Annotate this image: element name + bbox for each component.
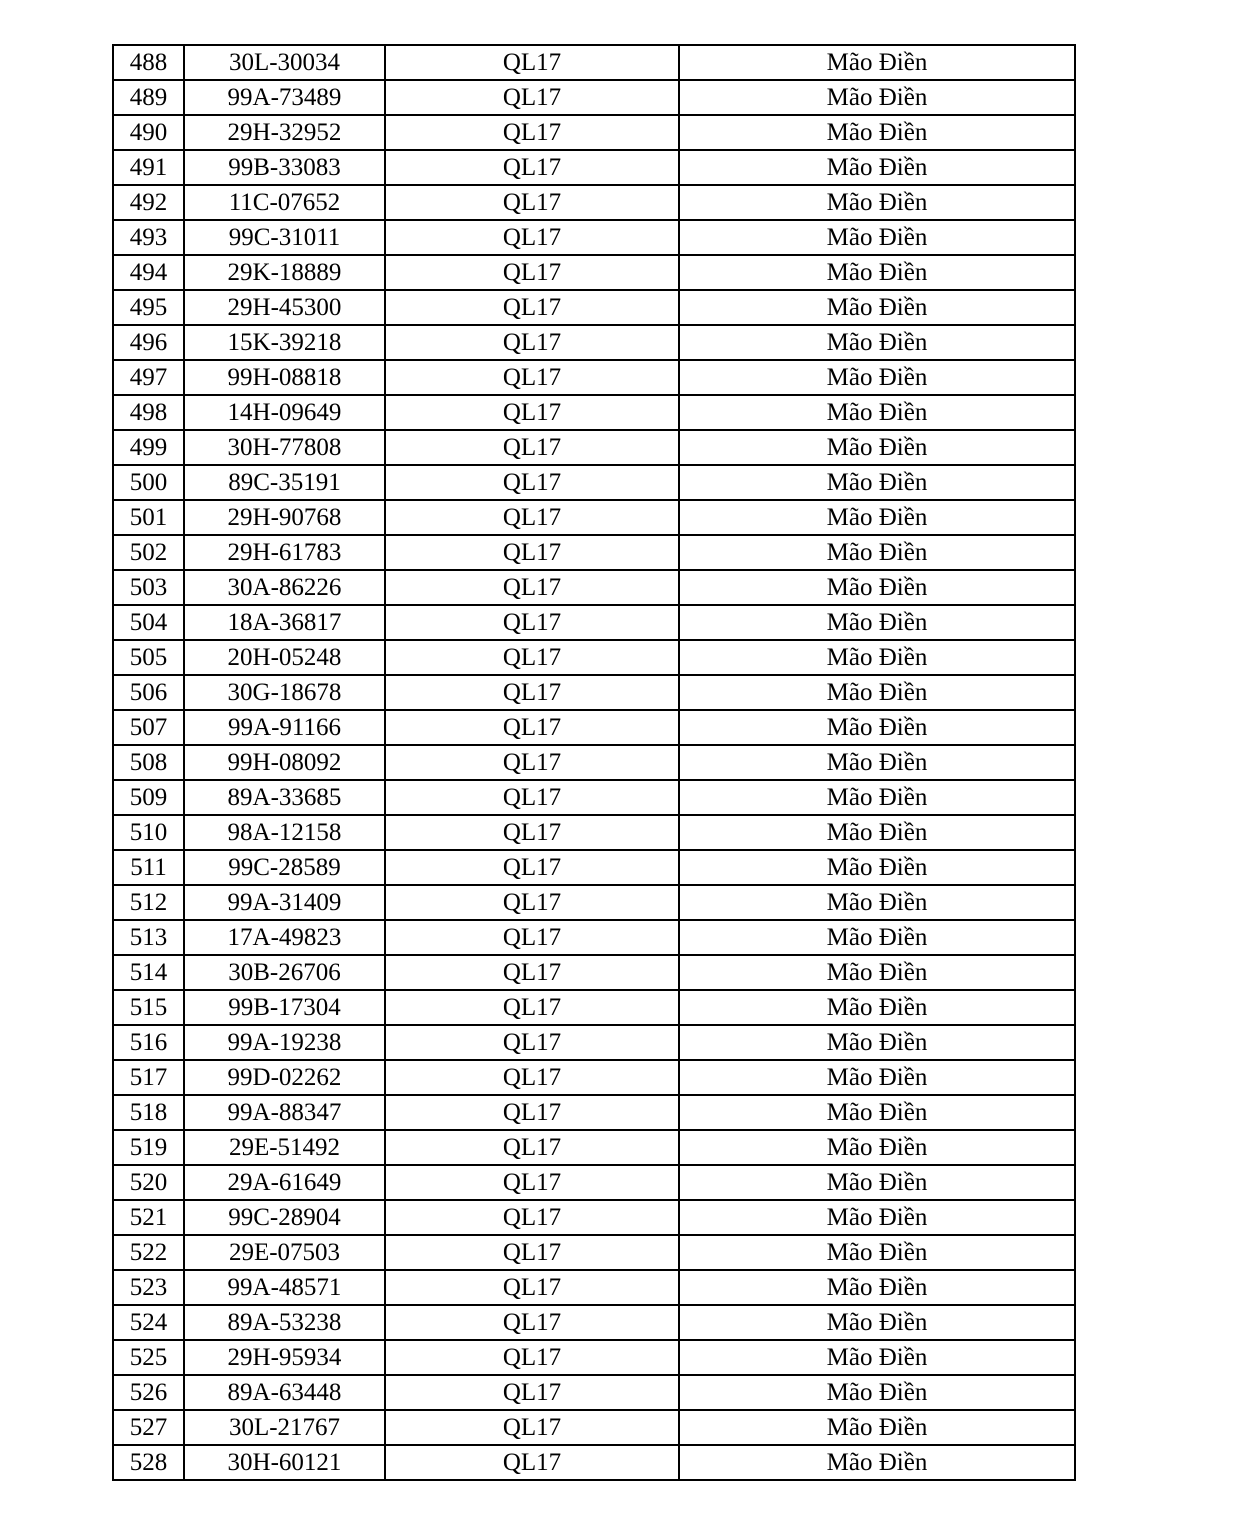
road-cell: QL17 [385, 1305, 679, 1340]
table-row [113, 1410, 1075, 1445]
location-cell: Mão Điền [679, 185, 1075, 220]
license-plate-cell: 11C-07652 [184, 185, 385, 220]
road-cell: QL17 [385, 1375, 679, 1410]
location-cell: Mão Điền [679, 1340, 1075, 1375]
table-row [113, 780, 1075, 815]
road-cell: QL17 [385, 325, 679, 360]
table-row [113, 1340, 1075, 1375]
location-cell: Mão Điền [679, 1445, 1075, 1480]
road-cell: QL17 [385, 1165, 679, 1200]
road-cell: QL17 [385, 570, 679, 605]
row-number-cell: 499 [113, 430, 184, 465]
road-cell: QL17 [385, 990, 679, 1025]
road-cell: QL17 [385, 115, 679, 150]
location-cell: Mão Điền [679, 850, 1075, 885]
row-number-cell: 527 [113, 1410, 184, 1445]
license-plate-cell: 30L-21767 [184, 1410, 385, 1445]
table-row [113, 990, 1075, 1025]
road-cell: QL17 [385, 535, 679, 570]
row-number-cell: 489 [113, 80, 184, 115]
row-number-cell: 506 [113, 675, 184, 710]
license-plate-cell: 30L-30034 [184, 45, 385, 80]
road-cell: QL17 [385, 1235, 679, 1270]
row-number-cell: 519 [113, 1130, 184, 1165]
vehicle-list-table [112, 44, 1076, 1481]
row-number-cell: 521 [113, 1200, 184, 1235]
location-cell: Mão Điền [679, 325, 1075, 360]
table-row [113, 1165, 1075, 1200]
table-row [113, 1095, 1075, 1130]
location-cell: Mão Điền [679, 150, 1075, 185]
table-row [113, 570, 1075, 605]
location-cell: Mão Điền [679, 220, 1075, 255]
location-cell: Mão Điền [679, 1375, 1075, 1410]
table-row [113, 325, 1075, 360]
location-cell: Mão Điền [679, 1130, 1075, 1165]
license-plate-cell: 99A-48571 [184, 1270, 385, 1305]
row-number-cell: 505 [113, 640, 184, 675]
road-cell: QL17 [385, 430, 679, 465]
table-row [113, 885, 1075, 920]
table-row [113, 675, 1075, 710]
row-number-cell: 522 [113, 1235, 184, 1270]
license-plate-cell: 99B-33083 [184, 150, 385, 185]
road-cell: QL17 [385, 1060, 679, 1095]
table-row [113, 430, 1075, 465]
license-plate-cell: 99A-19238 [184, 1025, 385, 1060]
road-cell: QL17 [385, 815, 679, 850]
location-cell: Mão Điền [679, 500, 1075, 535]
license-plate-cell: 29A-61649 [184, 1165, 385, 1200]
row-number-cell: 510 [113, 815, 184, 850]
road-cell: QL17 [385, 885, 679, 920]
table-row [113, 710, 1075, 745]
row-number-cell: 495 [113, 290, 184, 325]
road-cell: QL17 [385, 465, 679, 500]
location-cell: Mão Điền [679, 45, 1075, 80]
row-number-cell: 502 [113, 535, 184, 570]
license-plate-cell: 29E-51492 [184, 1130, 385, 1165]
license-plate-cell: 98A-12158 [184, 815, 385, 850]
location-cell: Mão Điền [679, 115, 1075, 150]
location-cell: Mão Điền [679, 1270, 1075, 1305]
row-number-cell: 518 [113, 1095, 184, 1130]
road-cell: QL17 [385, 80, 679, 115]
license-plate-cell: 29H-45300 [184, 290, 385, 325]
table-row [113, 1270, 1075, 1305]
row-number-cell: 516 [113, 1025, 184, 1060]
location-cell: Mão Điền [679, 80, 1075, 115]
row-number-cell: 508 [113, 745, 184, 780]
location-cell: Mão Điền [679, 955, 1075, 990]
road-cell: QL17 [385, 640, 679, 675]
row-number-cell: 493 [113, 220, 184, 255]
row-number-cell: 504 [113, 605, 184, 640]
location-cell: Mão Điền [679, 535, 1075, 570]
table-row [113, 1130, 1075, 1165]
license-plate-cell: 89A-33685 [184, 780, 385, 815]
road-cell: QL17 [385, 1025, 679, 1060]
road-cell: QL17 [385, 1130, 679, 1165]
location-cell: Mão Điền [679, 745, 1075, 780]
row-number-cell: 523 [113, 1270, 184, 1305]
license-plate-cell: 29H-32952 [184, 115, 385, 150]
location-cell: Mão Điền [679, 1095, 1075, 1130]
table-body [113, 45, 1075, 1480]
road-cell: QL17 [385, 675, 679, 710]
license-plate-cell: 99H-08092 [184, 745, 385, 780]
license-plate-cell: 30B-26706 [184, 955, 385, 990]
road-cell: QL17 [385, 955, 679, 990]
location-cell: Mão Điền [679, 815, 1075, 850]
license-plate-cell: 89A-53238 [184, 1305, 385, 1340]
road-cell: QL17 [385, 1445, 679, 1480]
table-row [113, 1235, 1075, 1270]
table-row [113, 290, 1075, 325]
table-row [113, 395, 1075, 430]
table-row [113, 605, 1075, 640]
location-cell: Mão Điền [679, 290, 1075, 325]
table-row [113, 815, 1075, 850]
location-cell: Mão Điền [679, 1025, 1075, 1060]
location-cell: Mão Điền [679, 1305, 1075, 1340]
license-plate-cell: 99C-31011 [184, 220, 385, 255]
license-plate-cell: 89C-35191 [184, 465, 385, 500]
row-number-cell: 511 [113, 850, 184, 885]
location-cell: Mão Điền [679, 1410, 1075, 1445]
license-plate-cell: 15K-39218 [184, 325, 385, 360]
location-cell: Mão Điền [679, 605, 1075, 640]
road-cell: QL17 [385, 710, 679, 745]
table-row [113, 955, 1075, 990]
row-number-cell: 500 [113, 465, 184, 500]
road-cell: QL17 [385, 150, 679, 185]
road-cell: QL17 [385, 1340, 679, 1375]
row-number-cell: 509 [113, 780, 184, 815]
license-plate-cell: 29H-61783 [184, 535, 385, 570]
license-plate-cell: 99B-17304 [184, 990, 385, 1025]
license-plate-cell: 14H-09649 [184, 395, 385, 430]
road-cell: QL17 [385, 605, 679, 640]
location-cell: Mão Điền [679, 990, 1075, 1025]
row-number-cell: 498 [113, 395, 184, 430]
table-row [113, 535, 1075, 570]
table-row [113, 640, 1075, 675]
license-plate-cell: 29E-07503 [184, 1235, 385, 1270]
license-plate-cell: 17A-49823 [184, 920, 385, 955]
location-cell: Mão Điền [679, 640, 1075, 675]
license-plate-cell: 99A-73489 [184, 80, 385, 115]
table-row [113, 150, 1075, 185]
table-row [113, 185, 1075, 220]
row-number-cell: 528 [113, 1445, 184, 1480]
table-row [113, 45, 1075, 80]
row-number-cell: 524 [113, 1305, 184, 1340]
table-row [113, 1060, 1075, 1095]
location-cell: Mão Điền [679, 255, 1075, 290]
row-number-cell: 488 [113, 45, 184, 80]
license-plate-cell: 30H-77808 [184, 430, 385, 465]
license-plate-cell: 99A-88347 [184, 1095, 385, 1130]
road-cell: QL17 [385, 185, 679, 220]
location-cell: Mão Điền [679, 780, 1075, 815]
location-cell: Mão Điền [679, 920, 1075, 955]
road-cell: QL17 [385, 780, 679, 815]
row-number-cell: 497 [113, 360, 184, 395]
road-cell: QL17 [385, 1270, 679, 1305]
row-number-cell: 526 [113, 1375, 184, 1410]
location-cell: Mão Điền [679, 710, 1075, 745]
table-row [113, 1445, 1075, 1480]
row-number-cell: 490 [113, 115, 184, 150]
license-plate-cell: 99H-08818 [184, 360, 385, 395]
row-number-cell: 512 [113, 885, 184, 920]
table-row [113, 1200, 1075, 1235]
location-cell: Mão Điền [679, 430, 1075, 465]
license-plate-cell: 29H-90768 [184, 500, 385, 535]
location-cell: Mão Điền [679, 1165, 1075, 1200]
table-row [113, 465, 1075, 500]
license-plate-cell: 99A-91166 [184, 710, 385, 745]
location-cell: Mão Điền [679, 1060, 1075, 1095]
road-cell: QL17 [385, 45, 679, 80]
row-number-cell: 514 [113, 955, 184, 990]
location-cell: Mão Điền [679, 675, 1075, 710]
location-cell: Mão Điền [679, 465, 1075, 500]
road-cell: QL17 [385, 255, 679, 290]
road-cell: QL17 [385, 220, 679, 255]
road-cell: QL17 [385, 1200, 679, 1235]
license-plate-cell: 30H-60121 [184, 1445, 385, 1480]
table-row [113, 500, 1075, 535]
license-plate-cell: 89A-63448 [184, 1375, 385, 1410]
table-row [113, 1305, 1075, 1340]
table-row [113, 220, 1075, 255]
row-number-cell: 513 [113, 920, 184, 955]
license-plate-cell: 30A-86226 [184, 570, 385, 605]
location-cell: Mão Điền [679, 395, 1075, 430]
row-number-cell: 525 [113, 1340, 184, 1375]
row-number-cell: 507 [113, 710, 184, 745]
table-row [113, 360, 1075, 395]
road-cell: QL17 [385, 745, 679, 780]
road-cell: QL17 [385, 290, 679, 325]
table-row [113, 920, 1075, 955]
road-cell: QL17 [385, 1095, 679, 1130]
table-row [113, 1375, 1075, 1410]
license-plate-cell: 30G-18678 [184, 675, 385, 710]
table-row [113, 255, 1075, 290]
table-row [113, 1025, 1075, 1060]
table-row [113, 115, 1075, 150]
row-number-cell: 494 [113, 255, 184, 290]
row-number-cell: 503 [113, 570, 184, 605]
location-cell: Mão Điền [679, 1200, 1075, 1235]
table-row [113, 745, 1075, 780]
table-row [113, 80, 1075, 115]
location-cell: Mão Điền [679, 570, 1075, 605]
road-cell: QL17 [385, 920, 679, 955]
row-number-cell: 517 [113, 1060, 184, 1095]
license-plate-cell: 99C-28904 [184, 1200, 385, 1235]
license-plate-cell: 99A-31409 [184, 885, 385, 920]
road-cell: QL17 [385, 850, 679, 885]
row-number-cell: 515 [113, 990, 184, 1025]
road-cell: QL17 [385, 395, 679, 430]
license-plate-cell: 29K-18889 [184, 255, 385, 290]
road-cell: QL17 [385, 1410, 679, 1445]
license-plate-cell: 18A-36817 [184, 605, 385, 640]
row-number-cell: 491 [113, 150, 184, 185]
table-row [113, 850, 1075, 885]
row-number-cell: 520 [113, 1165, 184, 1200]
location-cell: Mão Điền [679, 360, 1075, 395]
license-plate-cell: 20H-05248 [184, 640, 385, 675]
row-number-cell: 496 [113, 325, 184, 360]
location-cell: Mão Điền [679, 1235, 1075, 1270]
row-number-cell: 492 [113, 185, 184, 220]
license-plate-cell: 99C-28589 [184, 850, 385, 885]
license-plate-cell: 99D-02262 [184, 1060, 385, 1095]
road-cell: QL17 [385, 360, 679, 395]
road-cell: QL17 [385, 500, 679, 535]
license-plate-cell: 29H-95934 [184, 1340, 385, 1375]
location-cell: Mão Điền [679, 885, 1075, 920]
row-number-cell: 501 [113, 500, 184, 535]
